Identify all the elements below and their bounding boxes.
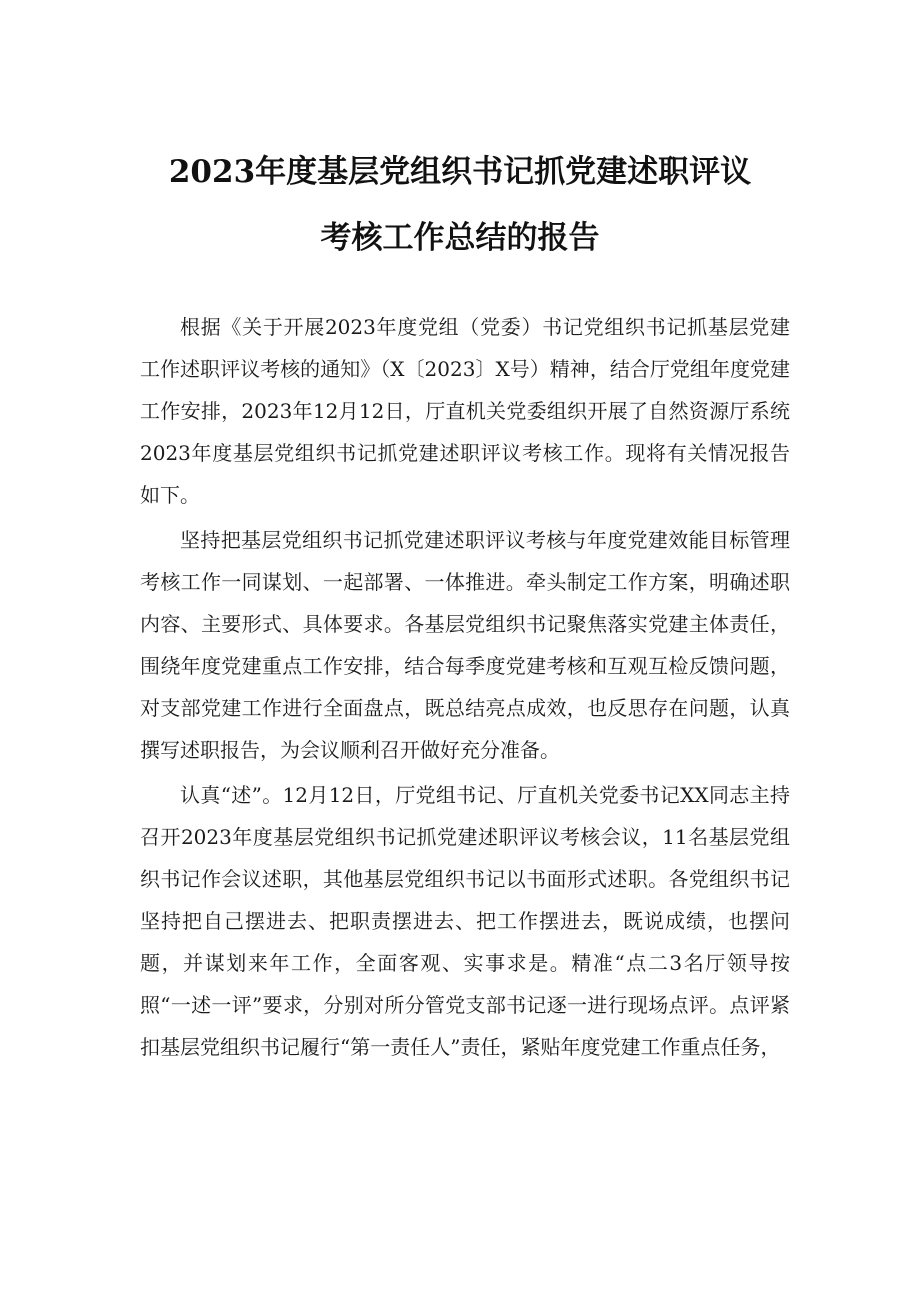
paragraph-review: 认真“述”。12月12日，厅党组书记、厅直机关党委书记XX同志主持召开2023年度基层党组织书记抓党建述职评议考核会议，11名基层党组织书记作会议述职，其他基层党组织书记以书面形式述职。各党组织书记坚持把自己摆进去、把职责摆进去、把工作摆进去，既说成绩，也摆问题，并谋划来年工作，全面客观、实事求是。精准“点二3名厅领导按照“一述一评”要求，分别对所分管党支部书记逐一进行现场点评。点评紧扣基层党组织书记履行“第一责任人”责任，紧贴年度党建工作重点任务， <box>140 783 790 1059</box>
document-body <box>140 306 790 1071</box>
document-title-line-2: 考核工作总结的报告 <box>320 220 600 256</box>
paragraph-intro: 根据《关于开展2023年度党组（党委）书记党组织书记抓基层党建工作述职评议考核的通知》（X〔2023〕X号）精神，结合厅党组年度党建工作安排，2023年12月12日，厅直机关党委组织开展了自然资源厅系统2023年度基层党组织书记抓党建述职评议考核工作。现将有关情况报告如下。 <box>140 315 790 507</box>
paragraph-preparation: 坚持把基层党组织书记抓党建述职评议考核与年度党建效能目标管理考核工作一同谋划、一起部署、一体推进。牵头制定工作方案，明确述职内容、主要形式、具体要求。各基层党组织书记聚焦落实党建主体责任，围绕年度党建重点工作安排，结合每季度党建考核和互观互检反馈问题，对支部党建工作进行全面盘点，既总结亮点成效，也反思存在问题，认真撰写述职报告，为会议顺利召开做好充分准备。 <box>140 528 790 762</box>
document-title-line-1: 2023年度基层党组织书记抓党建述职评议 <box>168 154 752 190</box>
